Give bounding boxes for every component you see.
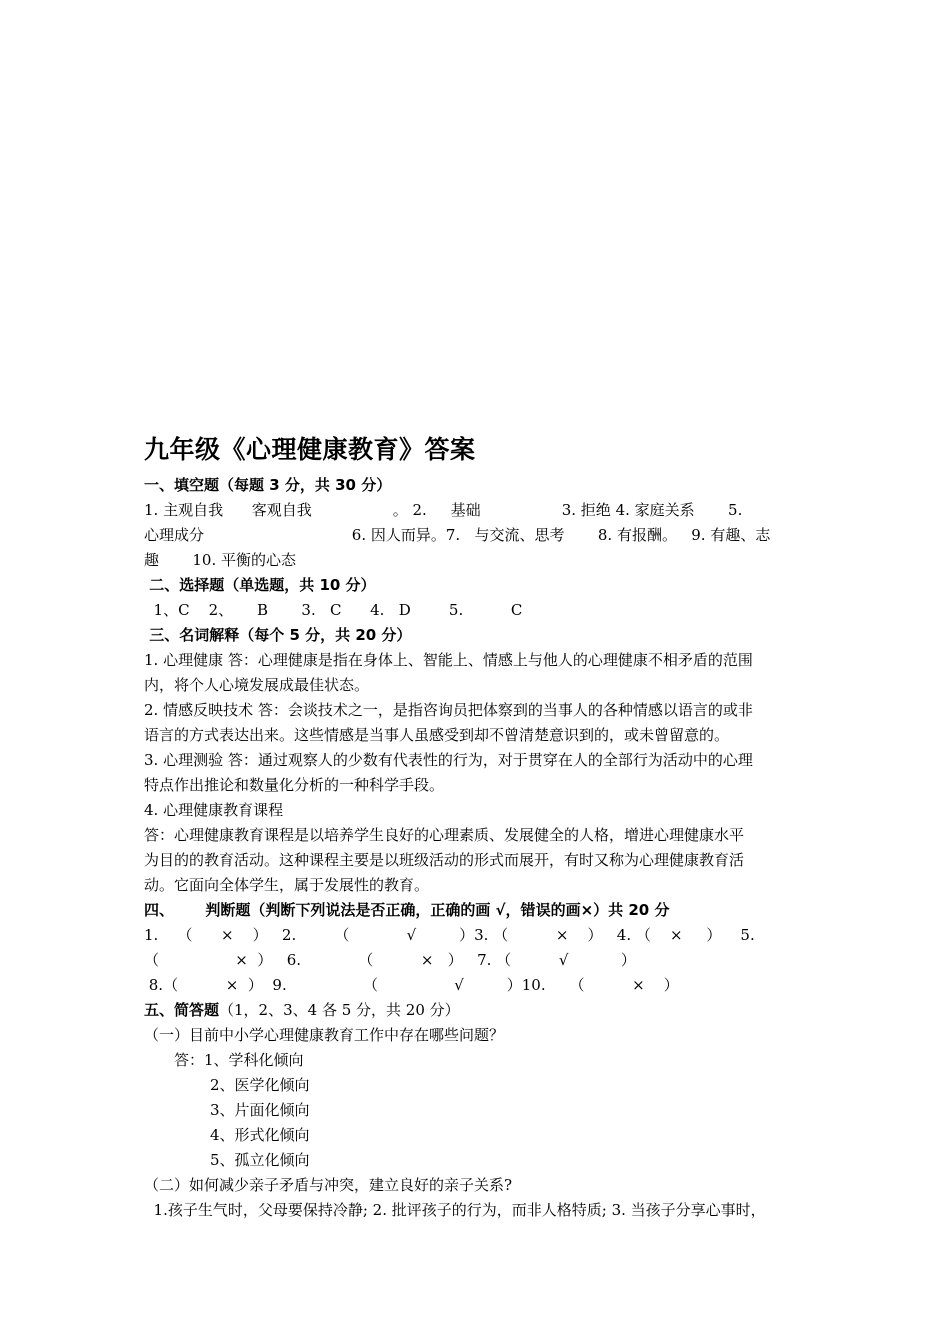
section5-heading: 五、简答题 — [144, 1001, 220, 1019]
document-title: 九年级《心理健康教育》答案 — [144, 435, 476, 464]
section1-line: 趣 10. 平衡的心态 — [144, 551, 297, 569]
section3-line: 4. 心理健康教育课程 — [144, 801, 284, 819]
section3-line: 特点作出推论和数量化分析的一种科学手段。 — [144, 776, 445, 794]
section1-line: 心理成分 6. 因人而异。7. 与交流、思考 8. 有报酬。 9. 有趣、志 — [144, 526, 771, 544]
section2-line: 1、C 2、 B 3. C 4. D 5. C — [144, 601, 523, 619]
answer-1-item: 5、孤立化倾向 — [210, 1151, 310, 1169]
answer-2-line: 1.孩子生气时，父母要保持冷静; 2. 批评孩子的行为，而非人格特质; 3. 当孩子分享心事时， — [144, 1201, 766, 1219]
section3-line: 语言的方式表达出来。这些情感是当事人虽感受到却不曾清楚意识到的，或未曾留意的。 — [144, 726, 730, 744]
answer-1-item: 3、片面化倾向 — [210, 1101, 310, 1119]
answer-1-item: 2、医学化倾向 — [210, 1076, 310, 1094]
section5-heading-row — [144, 998, 460, 1022]
section3-heading: 三、名词解释（每个 5 分，共 20 分） — [144, 626, 412, 644]
section3-line: 动。它面向全体学生，属于发展性的教育。 — [144, 876, 430, 894]
section2-heading: 二、选择题（单选题，共 10 分） — [144, 576, 376, 594]
section3-line: 答：心理健康教育课程是以培养学生良好的心理素质、发展健全的人格，增进心理健康水平 — [144, 826, 745, 844]
question-2: （二）如何减少亲子矛盾与冲突，建立良好的亲子关系? — [144, 1176, 513, 1194]
section5-heading-note: （1，2、3、4 各 5 分，共 20 分） — [219, 1001, 460, 1019]
question-1: （一）目前中小学心理健康教育工作中存在哪些问题？ — [144, 1026, 505, 1044]
section4-line: 8.（ × ） 9. （ √ ）10. （ × ） — [144, 976, 679, 994]
section3-line: 1. 心理健康 答：心理健康是指在身体上、智能上、情感上与他人的心理健康不相矛盾的范围 — [144, 651, 753, 669]
section3-line: 内，将个人心境发展成最佳状态。 — [144, 676, 370, 694]
section4-line: （ × ） 6. （ × ） 7. （ √ ） — [144, 951, 636, 969]
section1-line: 1. 主观自我 客观自我 。 2. 基础 3. 拒绝 4. 家庭关系 5. — [144, 501, 743, 519]
answer-1-lead: 答：1、学科化倾向 — [174, 1051, 304, 1069]
section4-heading: 四、 判断题（判断下列说法是否正确，正确的画 √，错误的画×）共 20 分 — [144, 901, 670, 919]
answer-1-item: 4、形式化倾向 — [210, 1126, 310, 1144]
section3-line: 为目的的教育活动。这种课程主要是以班级活动的形式而展开，有时又称为心理健康教育活 — [144, 851, 745, 869]
section3-line: 2. 情感反映技术 答：会谈技术之一，是指咨询员把体察到的当事人的各种情感以语言的或非 — [144, 701, 753, 719]
section3-line: 3. 心理测验 答：通过观察人的少数有代表性的行为，对于贯穿在人的全部行为活动中的心理 — [144, 751, 753, 769]
section4-line: 1. （ × ） 2. （ √ ）3. （ × ） 4. （ × ） 5. — [144, 926, 755, 944]
section1-heading: 一、填空题（每题 3 分，共 30 分） — [144, 476, 392, 494]
